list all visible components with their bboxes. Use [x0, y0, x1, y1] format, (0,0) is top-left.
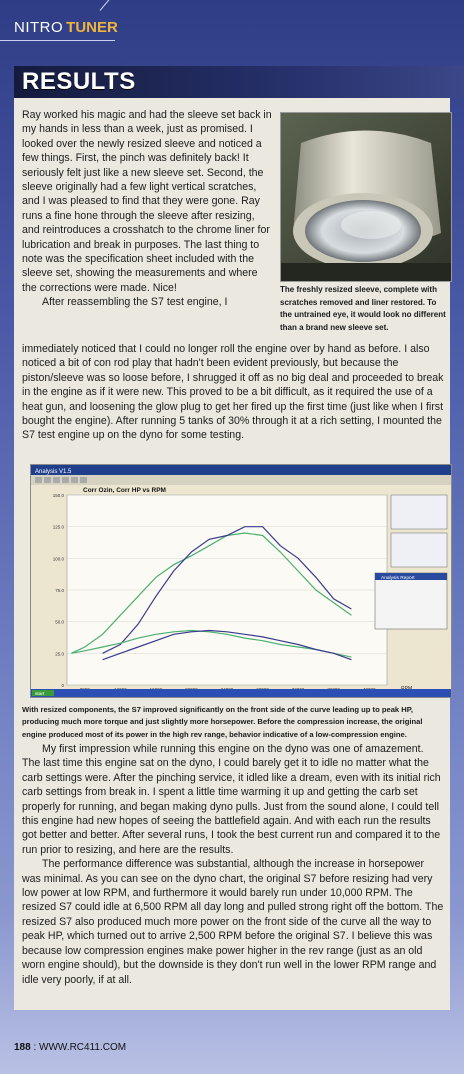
footer-url[interactable]: WWW.RC411.COM: [39, 1042, 127, 1053]
y-axis-ticks: [53, 493, 65, 688]
sleeve-photo-image: [281, 113, 451, 281]
header-rule: [0, 40, 115, 41]
toolbar-button[interactable]: [62, 477, 69, 483]
y-tick-label: 100.0: [52, 556, 64, 562]
y-tick-label: 75.0: [55, 588, 64, 593]
paragraph-sleeve-return: Ray worked his magic and had the sleeve set back in my hands in less than a week, just as promised. I looked over the newly resized sleeve and noticed a few things. First, the pinch was definitely back! It seriously felt just like a new sleeve set. Second, the sleeve originally had a few light vertical scratches, and I was pleased to find that they were gone. Ray runs a fine hone through the sleeve after resizing, and reintroduces a crosshatch to the chrome liner for lubrication and break in purposes. The last thing to note was the specification sheet included with the sleeve set, showing the measurements and where the corrections were made. Nice!: [22, 109, 272, 294]
footer-separator: :: [33, 1042, 37, 1053]
photo-caption: The freshly resized sleeve, complete with scratches removed and liner restored. To the untrained eye, it would look no different than a brand new sleeve set.: [280, 285, 446, 332]
section-highlight: TUNER: [66, 18, 118, 36]
page-footer: [14, 1042, 126, 1053]
analysis-report-title: Analysis Report: [381, 576, 415, 581]
toolbar: [31, 475, 451, 485]
toolbar-button[interactable]: [53, 477, 60, 483]
toolbar-button[interactable]: [35, 477, 42, 483]
window-title: Analysis V1.5: [35, 469, 72, 475]
toolbar-button[interactable]: [71, 477, 78, 483]
article-column: [22, 108, 274, 310]
y-tick-label: 125.0: [52, 524, 64, 530]
dyno-chart: [31, 465, 451, 697]
article-body-final: [22, 742, 444, 987]
start-label: start: [35, 692, 45, 697]
results-heading: RESULTS: [22, 68, 136, 95]
dyno-chart-screenshot: [30, 464, 452, 698]
header-slash-decoration: [100, 0, 123, 11]
plot-title: Corr Ozin, Corr HP vs RPM: [83, 487, 166, 494]
paragraph-reassembly: immediately noticed that I could no longer roll the engine over by hand as before. I also noticed a bit of con rod play that hadn't been evident previously, but because the piston/sleeve was so loose before, I shrugged it off as no big deal and proceeded to break in the engine as if it were new. This proved to be a bit difficult, as it required the use of a heat gun, and loosening the glow plug to get her fired up the first time (just like when I first bought the engine). After running 5 tanks of 30% through it at a rich setting, I mounted the S7 test engine up on the dyno for some testing.: [22, 343, 444, 442]
taskbar: [31, 689, 451, 697]
chart-caption: With resized components, the S7 improved significantly on the front side of the curve leading up to peak HP, producing much more torque and just slightly more horsepower. Before the compression increase, the original engine produced most of its power in the high rev range, behavior indicative of a low-compression engine.: [22, 705, 423, 739]
y-tick-label: 25.0: [55, 651, 64, 657]
y-tick-label: 0: [61, 683, 64, 688]
paragraph-performance: The performance difference was substantial, although the increase in horsepower was minimal. As you can see on the dyno chart, the original S7 before resizing had very low power at low RPM, and furthermore it would barely run under 10,000 RPM. The resized S7 could idle at 6,500 RPM all day long and pulled strong right off the bottom. The resized S7 also produced much more power on the front side of the curve all the way to peak HP, which turned out to arrive 2,500 RPM before the original S7. I believe this was because low compression engines make power higher in the rev range (just as an old worn engine should), but the downside is they don't run well in the lower RPM range and idle very poorly, if at all.: [22, 858, 444, 986]
y-tick-label: 150.0: [52, 493, 64, 498]
sleeve-photo: [280, 112, 452, 282]
y-tick-label: 50.0: [55, 619, 64, 625]
section-header: [14, 15, 118, 39]
window-title-bar: [31, 465, 451, 475]
legend-box-2: [391, 533, 447, 567]
toolbar-button[interactable]: [44, 477, 51, 483]
toolbar-button[interactable]: [80, 477, 87, 483]
legend-box-1: [391, 495, 447, 529]
page-number: 188: [14, 1042, 31, 1053]
section-prefix: NITRO: [14, 18, 64, 36]
analysis-report-window: [375, 573, 447, 629]
article-body-continued: [22, 342, 444, 443]
paragraph-first-impression: My first impression while running this engine on the dyno was one of amazement. The last time this engine sat on the dyno, I could barely get it to idle no matter what the carb settings were. After the pinching service, it idled like a dream, even with its initial rich carb settings from break in. I spent a little time warming it up and getting the carb set properly for running, and began making dyno pulls. Just from the sound alone, I could tell this engine had new hopes of seeing the battlefield again. And with each run the results got better and better. After several runs, I took the best current run and compared it to the run prior to resizing, and here are the results.: [22, 743, 441, 856]
paragraph-reassembly-start: After reassembling the S7 test engine, I: [42, 296, 228, 309]
